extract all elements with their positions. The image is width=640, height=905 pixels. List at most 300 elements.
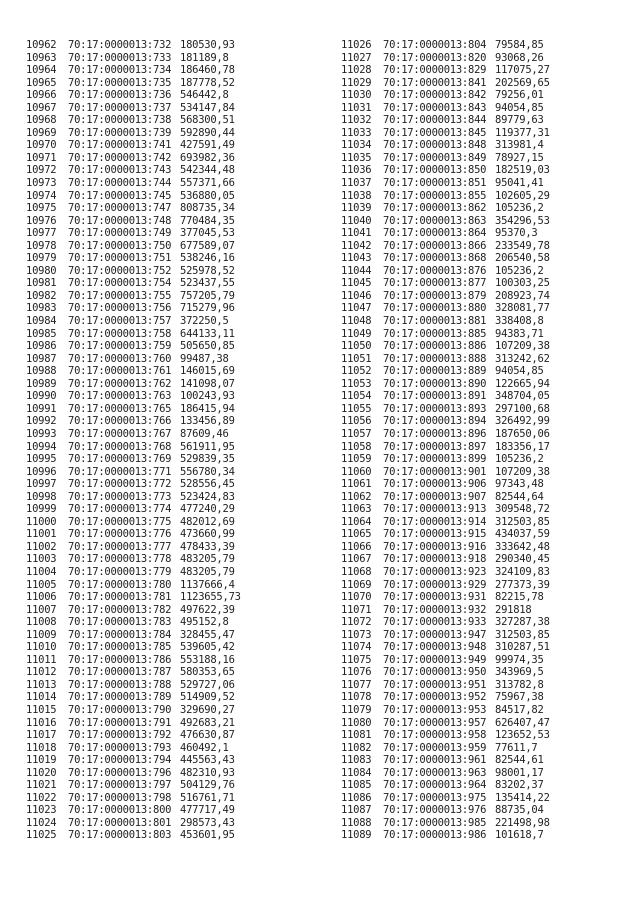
cadastral-number: 70:17:0000013:784 <box>68 628 172 641</box>
row-value: 482310,93 <box>180 766 235 779</box>
row-value: 538246,16 <box>180 252 235 265</box>
row-id: 11037 <box>341 177 372 190</box>
row-value: 77611,7 <box>495 741 538 754</box>
cadastral-number: 70:17:0000013:794 <box>68 754 172 767</box>
table-row <box>26 64 316 77</box>
row-value: 626407,47 <box>495 716 550 729</box>
row-id: 11075 <box>341 653 372 666</box>
row-id: 10972 <box>26 164 57 177</box>
row-id: 11060 <box>341 465 372 478</box>
cadastral-number: 70:17:0000013:768 <box>68 440 172 453</box>
cadastral-number: 70:17:0000013:897 <box>383 440 487 453</box>
cadastral-number: 70:17:0000013:782 <box>68 603 172 616</box>
row-value: 536880,05 <box>180 189 235 202</box>
row-value: 297100,68 <box>495 402 550 415</box>
row-id: 11021 <box>26 779 57 792</box>
cadastral-number: 70:17:0000013:769 <box>68 453 172 466</box>
table-row <box>341 604 631 617</box>
cadastral-number: 70:17:0000013:791 <box>68 716 172 729</box>
cadastral-number: 70:17:0000013:893 <box>383 402 487 415</box>
cadastral-number: 70:17:0000013:985 <box>383 816 487 829</box>
row-value: 208923,74 <box>495 289 550 302</box>
row-value: 183356,17 <box>495 440 550 453</box>
row-id: 11089 <box>341 829 372 842</box>
row-id: 11019 <box>26 754 57 767</box>
cadastral-number: 70:17:0000013:850 <box>383 164 487 177</box>
cadastral-number: 70:17:0000013:759 <box>68 340 172 353</box>
cadastral-number: 70:17:0000013:841 <box>383 76 487 89</box>
table-row <box>341 240 631 253</box>
row-value: 84517,82 <box>495 703 544 716</box>
row-id: 11072 <box>341 616 372 629</box>
table-row <box>26 604 316 617</box>
table-row <box>341 265 631 278</box>
row-value: 1123655,73 <box>180 591 241 604</box>
row-value: 94383,71 <box>495 327 544 340</box>
row-value: 460492,1 <box>180 741 229 754</box>
cadastral-number: 70:17:0000013:766 <box>68 415 172 428</box>
cadastral-number: 70:17:0000013:906 <box>383 478 487 491</box>
row-id: 11009 <box>26 628 57 641</box>
row-id: 11032 <box>341 114 372 127</box>
table-row <box>26 817 316 830</box>
row-value: 105236,2 <box>495 453 544 466</box>
cadastral-number: 70:17:0000013:896 <box>383 427 487 440</box>
row-id: 11013 <box>26 678 57 691</box>
cadastral-number: 70:17:0000013:933 <box>383 616 487 629</box>
row-value: 122665,94 <box>495 377 550 390</box>
row-id: 10986 <box>26 340 57 353</box>
row-value: 202569,65 <box>495 76 550 89</box>
row-id: 10980 <box>26 264 57 277</box>
cadastral-number: 70:17:0000013:758 <box>68 327 172 340</box>
cadastral-number: 70:17:0000013:785 <box>68 641 172 654</box>
row-id: 10994 <box>26 440 57 453</box>
cadastral-number: 70:17:0000013:733 <box>68 51 172 64</box>
row-value: 483205,79 <box>180 553 235 566</box>
table-row <box>26 340 316 353</box>
row-id: 11049 <box>341 327 372 340</box>
cadastral-number: 70:17:0000013:950 <box>383 666 487 679</box>
row-value: 377045,53 <box>180 227 235 240</box>
row-id: 11042 <box>341 239 372 252</box>
table-row <box>26 190 316 203</box>
row-value: 539605,42 <box>180 641 235 654</box>
row-value: 146015,69 <box>180 365 235 378</box>
row-value: 101618,7 <box>495 829 544 842</box>
row-value: 206540,58 <box>495 252 550 265</box>
table-row <box>26 616 316 629</box>
table-row <box>341 403 631 416</box>
cadastral-number: 70:17:0000013:862 <box>383 202 487 215</box>
row-id: 11020 <box>26 766 57 779</box>
cadastral-number: 70:17:0000013:801 <box>68 816 172 829</box>
row-id: 11071 <box>341 603 372 616</box>
row-value: 534147,84 <box>180 101 235 114</box>
table-row <box>26 742 316 755</box>
table-row <box>341 302 631 315</box>
row-id: 11023 <box>26 804 57 817</box>
table-row <box>26 240 316 253</box>
row-value: 313242,62 <box>495 352 550 365</box>
table-row <box>341 779 631 792</box>
row-value: 644133,11 <box>180 327 235 340</box>
row-id: 11056 <box>341 415 372 428</box>
row-id: 10962 <box>26 39 57 51</box>
cadastral-number: 70:17:0000013:752 <box>68 264 172 277</box>
cadastral-number: 70:17:0000013:880 <box>383 302 487 315</box>
row-id: 11065 <box>341 528 372 541</box>
row-id: 11059 <box>341 453 372 466</box>
row-value: 514909,52 <box>180 691 235 704</box>
row-id: 10992 <box>26 415 57 428</box>
cadastral-number: 70:17:0000013:776 <box>68 528 172 541</box>
cadastral-number: 70:17:0000013:952 <box>383 691 487 704</box>
row-id: 11067 <box>341 553 372 566</box>
row-id: 11039 <box>341 202 372 215</box>
row-id: 10995 <box>26 453 57 466</box>
table-row <box>341 616 631 629</box>
row-value: 492683,21 <box>180 716 235 729</box>
row-id: 10974 <box>26 189 57 202</box>
table-row <box>26 792 316 805</box>
table-row <box>341 152 631 165</box>
row-value: 95041,41 <box>495 177 544 190</box>
row-id: 11024 <box>26 816 57 829</box>
table-row <box>26 804 316 817</box>
cadastral-number: 70:17:0000013:771 <box>68 465 172 478</box>
table-row <box>341 804 631 817</box>
row-value: 98001,17 <box>495 766 544 779</box>
row-id: 11058 <box>341 440 372 453</box>
table-row <box>341 641 631 654</box>
table-row <box>341 478 631 491</box>
cadastral-number: 70:17:0000013:803 <box>68 829 172 842</box>
cadastral-number: 70:17:0000013:961 <box>383 754 487 767</box>
row-id: 11068 <box>341 565 372 578</box>
row-id: 11005 <box>26 578 57 591</box>
row-id: 11086 <box>341 791 372 804</box>
row-id: 11014 <box>26 691 57 704</box>
row-value: 105236,2 <box>495 264 544 277</box>
table-row <box>341 202 631 215</box>
table-row <box>26 754 316 767</box>
cadastral-number: 70:17:0000013:986 <box>383 829 487 842</box>
row-id: 11048 <box>341 315 372 328</box>
table-row <box>341 290 631 303</box>
row-value: 298573,43 <box>180 816 235 829</box>
table-row <box>26 114 316 127</box>
row-id: 10993 <box>26 427 57 440</box>
row-value: 105236,2 <box>495 202 544 215</box>
table-row <box>341 629 631 642</box>
cadastral-number: 70:17:0000013:787 <box>68 666 172 679</box>
row-id: 10976 <box>26 214 57 227</box>
row-value: 93068,26 <box>495 51 544 64</box>
table-row <box>26 390 316 403</box>
table-row <box>26 704 316 717</box>
row-id: 10983 <box>26 302 57 315</box>
row-id: 11000 <box>26 515 57 528</box>
table-row <box>26 541 316 554</box>
row-id: 11069 <box>341 578 372 591</box>
table-row <box>341 466 631 479</box>
cadastral-number: 70:17:0000013:781 <box>68 591 172 604</box>
row-value: 133456,89 <box>180 415 235 428</box>
row-id: 11011 <box>26 653 57 666</box>
cadastral-number: 70:17:0000013:959 <box>383 741 487 754</box>
cadastral-number: 70:17:0000013:851 <box>383 177 487 190</box>
row-id: 11082 <box>341 741 372 754</box>
table-row <box>26 127 316 140</box>
table-row <box>341 591 631 604</box>
row-id: 10985 <box>26 327 57 340</box>
table-row <box>341 353 631 366</box>
row-value: 546442,8 <box>180 89 229 102</box>
row-value: 82544,61 <box>495 754 544 767</box>
row-value: 79584,85 <box>495 39 544 51</box>
table-row <box>341 64 631 77</box>
row-id: 11062 <box>341 490 372 503</box>
left-column <box>26 39 316 842</box>
row-value: 580353,65 <box>180 666 235 679</box>
cadastral-number: 70:17:0000013:876 <box>383 264 487 277</box>
table-row <box>26 666 316 679</box>
row-value: 477717,49 <box>180 804 235 817</box>
row-id: 11052 <box>341 365 372 378</box>
table-row <box>26 767 316 780</box>
row-value: 561911,95 <box>180 440 235 453</box>
table-row <box>341 528 631 541</box>
row-id: 11046 <box>341 289 372 302</box>
row-value: 528556,45 <box>180 478 235 491</box>
cadastral-number: 70:17:0000013:775 <box>68 515 172 528</box>
cadastral-number: 70:17:0000013:963 <box>383 766 487 779</box>
row-value: 107209,38 <box>495 340 550 353</box>
table-row <box>26 353 316 366</box>
row-value: 329690,27 <box>180 703 235 716</box>
table-row <box>341 227 631 240</box>
cadastral-number: 70:17:0000013:915 <box>383 528 487 541</box>
row-id: 11055 <box>341 402 372 415</box>
row-value: 75967,38 <box>495 691 544 704</box>
cadastral-number: 70:17:0000013:868 <box>383 252 487 265</box>
row-id: 11025 <box>26 829 57 842</box>
table-row <box>26 302 316 315</box>
cadastral-number: 70:17:0000013:767 <box>68 427 172 440</box>
cadastral-number: 70:17:0000013:864 <box>383 227 487 240</box>
row-value: 483205,79 <box>180 565 235 578</box>
table-row <box>341 77 631 90</box>
cadastral-number: 70:17:0000013:845 <box>383 126 487 139</box>
table-row <box>341 767 631 780</box>
table-row <box>341 415 631 428</box>
row-id: 11050 <box>341 340 372 353</box>
table-row <box>341 453 631 466</box>
cadastral-number: 70:17:0000013:957 <box>383 716 487 729</box>
row-value: 523437,55 <box>180 277 235 290</box>
row-value: 123652,53 <box>495 729 550 742</box>
row-value: 94054,85 <box>495 101 544 114</box>
table-row <box>26 629 316 642</box>
cadastral-number: 70:17:0000013:792 <box>68 729 172 742</box>
table-row <box>341 139 631 152</box>
table-row <box>26 290 316 303</box>
row-value: 309548,72 <box>495 503 550 516</box>
table-row <box>26 77 316 90</box>
table-row <box>26 516 316 529</box>
row-value: 182519,03 <box>495 164 550 177</box>
table-row <box>26 679 316 692</box>
row-id: 11030 <box>341 89 372 102</box>
row-value: 312503,85 <box>495 628 550 641</box>
row-id: 10971 <box>26 151 57 164</box>
row-id: 10987 <box>26 352 57 365</box>
row-id: 11043 <box>341 252 372 265</box>
cadastral-number: 70:17:0000013:796 <box>68 766 172 779</box>
table-row <box>341 428 631 441</box>
cadastral-number: 70:17:0000013:756 <box>68 302 172 315</box>
row-id: 10999 <box>26 503 57 516</box>
table-row <box>341 378 631 391</box>
cadastral-number: 70:17:0000013:750 <box>68 239 172 252</box>
row-id: 11045 <box>341 277 372 290</box>
cadastral-number: 70:17:0000013:953 <box>383 703 487 716</box>
cadastral-number: 70:17:0000013:886 <box>383 340 487 353</box>
row-id: 11038 <box>341 189 372 202</box>
row-value: 542344,48 <box>180 164 235 177</box>
cadastral-number: 70:17:0000013:947 <box>383 628 487 641</box>
table-row <box>26 453 316 466</box>
table-row <box>341 328 631 341</box>
table-row <box>26 415 316 428</box>
row-value: 495152,8 <box>180 616 229 629</box>
cadastral-number: 70:17:0000013:736 <box>68 89 172 102</box>
row-value: 313981,4 <box>495 139 544 152</box>
row-id: 11008 <box>26 616 57 629</box>
row-id: 11002 <box>26 540 57 553</box>
row-value: 82215,78 <box>495 591 544 604</box>
row-value: 715279,96 <box>180 302 235 315</box>
cadastral-number: 70:17:0000013:778 <box>68 553 172 566</box>
row-value: 427591,49 <box>180 139 235 152</box>
table-row <box>26 265 316 278</box>
cadastral-number: 70:17:0000013:737 <box>68 101 172 114</box>
table-row <box>26 654 316 667</box>
cadastral-number: 70:17:0000013:894 <box>383 415 487 428</box>
row-value: 310287,51 <box>495 641 550 654</box>
cadastral-number: 70:17:0000013:754 <box>68 277 172 290</box>
row-value: 516761,71 <box>180 791 235 804</box>
table-row <box>341 215 631 228</box>
row-value: 187650,06 <box>495 427 550 440</box>
row-id: 10984 <box>26 315 57 328</box>
row-id: 10963 <box>26 51 57 64</box>
cadastral-number: 70:17:0000013:913 <box>383 503 487 516</box>
table-row <box>341 541 631 554</box>
table-row <box>26 227 316 240</box>
table-row <box>26 365 316 378</box>
table-row <box>341 742 631 755</box>
cadastral-number: 70:17:0000013:798 <box>68 791 172 804</box>
row-id: 10973 <box>26 177 57 190</box>
row-id: 11004 <box>26 565 57 578</box>
row-id: 10965 <box>26 76 57 89</box>
table-row <box>26 139 316 152</box>
table-row <box>341 704 631 717</box>
row-value: 99974,35 <box>495 653 544 666</box>
cadastral-number: 70:17:0000013:888 <box>383 352 487 365</box>
table-row <box>341 566 631 579</box>
row-id: 11035 <box>341 151 372 164</box>
row-id: 10977 <box>26 227 57 240</box>
row-value: 324109,83 <box>495 565 550 578</box>
row-value: 434037,59 <box>495 528 550 541</box>
cadastral-number: 70:17:0000013:918 <box>383 553 487 566</box>
cadastral-number: 70:17:0000013:786 <box>68 653 172 666</box>
cadastral-number: 70:17:0000013:773 <box>68 490 172 503</box>
table-row <box>26 528 316 541</box>
row-id: 11015 <box>26 703 57 716</box>
row-value: 233549,78 <box>495 239 550 252</box>
cadastral-number: 70:17:0000013:743 <box>68 164 172 177</box>
row-id: 11028 <box>341 64 372 77</box>
row-id: 11061 <box>341 478 372 491</box>
row-value: 453601,95 <box>180 829 235 842</box>
table-row <box>341 89 631 102</box>
cadastral-number: 70:17:0000013:975 <box>383 791 487 804</box>
table-row <box>26 428 316 441</box>
row-id: 11003 <box>26 553 57 566</box>
cadastral-number: 70:17:0000013:829 <box>383 64 487 77</box>
table-row <box>341 102 631 115</box>
row-id: 11070 <box>341 591 372 604</box>
row-value: 557371,66 <box>180 177 235 190</box>
table-row <box>341 817 631 830</box>
cadastral-number: 70:17:0000013:793 <box>68 741 172 754</box>
row-value: 78927,15 <box>495 151 544 164</box>
cadastral-number: 70:17:0000013:863 <box>383 214 487 227</box>
table-row <box>341 441 631 454</box>
table-row <box>26 717 316 730</box>
row-value: 102605,29 <box>495 189 550 202</box>
row-id: 11034 <box>341 139 372 152</box>
cadastral-number: 70:17:0000013:772 <box>68 478 172 491</box>
row-id: 10968 <box>26 114 57 127</box>
table-row <box>26 403 316 416</box>
table-row <box>26 829 316 842</box>
table-row <box>26 491 316 504</box>
row-id: 11022 <box>26 791 57 804</box>
table-row <box>341 277 631 290</box>
row-value: 445563,43 <box>180 754 235 767</box>
row-id: 11007 <box>26 603 57 616</box>
cadastral-number: 70:17:0000013:881 <box>383 315 487 328</box>
row-id: 10964 <box>26 64 57 77</box>
cadastral-number: 70:17:0000013:891 <box>383 390 487 403</box>
row-id: 11031 <box>341 101 372 114</box>
row-value: 529839,35 <box>180 453 235 466</box>
table-row <box>26 503 316 516</box>
cadastral-number: 70:17:0000013:949 <box>383 653 487 666</box>
row-value: 277373,39 <box>495 578 550 591</box>
table-row <box>26 441 316 454</box>
cadastral-number: 70:17:0000013:790 <box>68 703 172 716</box>
table-row <box>26 328 316 341</box>
row-id: 11084 <box>341 766 372 779</box>
row-id: 10988 <box>26 365 57 378</box>
row-value: 100303,25 <box>495 277 550 290</box>
